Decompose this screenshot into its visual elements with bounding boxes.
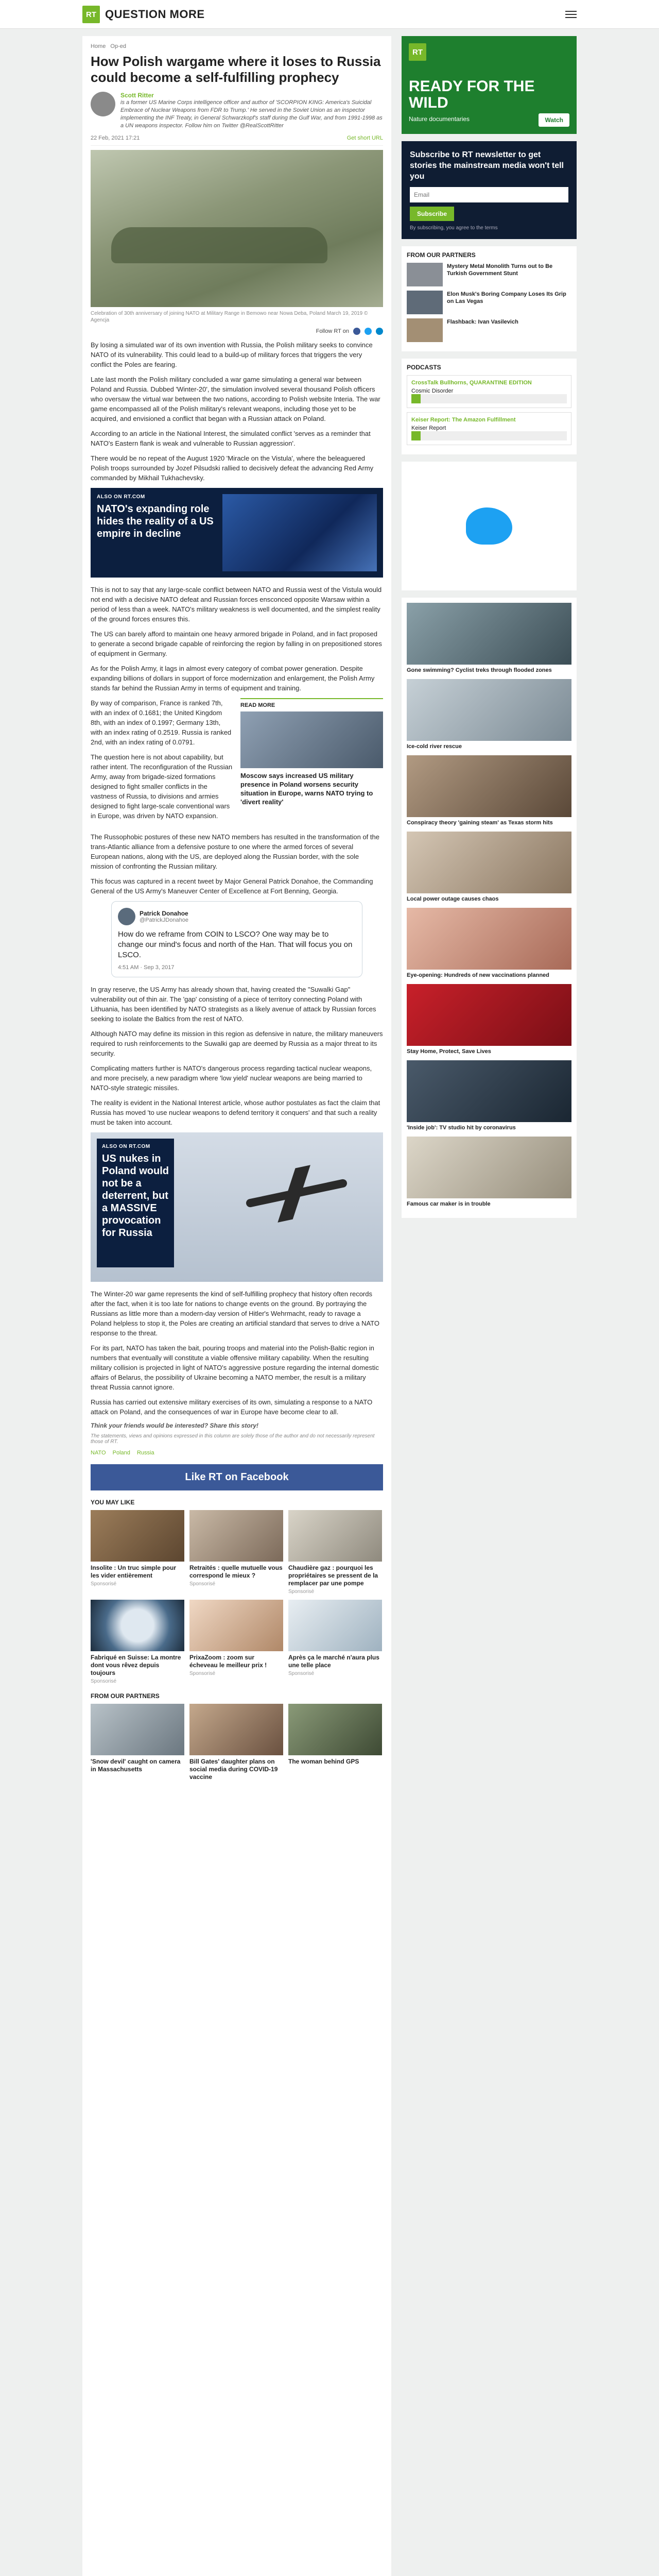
also-title[interactable]: NATO's expanding role hides the reality of a US empire in decline [97, 503, 214, 539]
partner-title[interactable]: Flashback: Ivan Vasilevich [447, 319, 518, 325]
card-title[interactable]: Bill Gates' daughter plans on social media during COVID-19 vaccine [189, 1758, 278, 1781]
breadcrumb-home[interactable]: Home [91, 43, 106, 49]
author-name[interactable]: Scott Ritter [120, 92, 154, 99]
partners-title: FROM OUR PARTNERS [407, 251, 476, 259]
promo-logo: RT [409, 43, 426, 61]
subscribe-button[interactable]: Subscribe [410, 207, 454, 221]
tag-list [91, 1450, 383, 1456]
promo-title: READY FOR THE WILD [409, 78, 535, 111]
short-url-link[interactable]: Get short URL [346, 135, 383, 141]
tweet-time[interactable]: 4:51 AM · Sep 3, 2017 [118, 964, 175, 971]
paragraph: The US can barely afford to maintain one heavy armored brigade in Poland, and in fact proposed to generate a second brigade capable of reinforcing the region by falling in on prepositioned stores of equipment in Germany. [91, 630, 382, 657]
card-title[interactable]: Après ça le marché n'aura plus une telle place [288, 1654, 379, 1669]
sidebar-feed [402, 598, 577, 1218]
paragraph: The question here is not about capability, but rather intent. The reconfiguration of the Russian Army, away from brigade-sized formations designed to fight smaller conflicts in the vastness of Russia, to divisions and armies designed to fight large-scale conventional wars in Europe, was driven by NATO expansion. [91, 753, 233, 820]
paragraph: For its part, NATO has taken the bait, pouring troops and material into the Polish-Baltic region in numbers that eventually will constitute a viable offensive military capability. When the resulting military collision is projected in light of NATO's aggressive posture regarding the internal domestic affairs of Belarus, the possibility of Ukraine becoming a NATO member, the result is a military threat Russia cannot ignore. [91, 1344, 379, 1391]
feed-title[interactable]: 'Inside job': TV studio hit by coronavirus [407, 1125, 516, 1131]
feed-title[interactable]: Conspiracy theory 'gaining steam' as Texas storm hits [407, 820, 553, 826]
partner-card[interactable] [288, 1704, 382, 1781]
paragraph: There would be no repeat of the August 1920 'Miracle on the Vistula', where the beleaguered Polish troops surrounded by Jozef Pilsudski rallied to decisively defeat the advancing Red Army commanded by Mikhail Tukhachevsky. [91, 454, 374, 482]
feed-title[interactable]: Stay Home, Protect, Save Lives [407, 1048, 491, 1055]
card-source: Sponsorisé [189, 1581, 216, 1587]
card-title[interactable]: The woman behind GPS [288, 1758, 359, 1765]
from-partners-title: FROM OUR PARTNERS [91, 1692, 160, 1700]
tag-link[interactable]: NATO [91, 1450, 106, 1456]
card-image[interactable] [91, 1510, 184, 1562]
podcast-player[interactable] [407, 412, 571, 445]
also-label: ALSO ON RT.COM [97, 494, 145, 500]
card-source: Sponsorisé [189, 1671, 216, 1676]
card-image[interactable] [189, 1510, 283, 1562]
article-title: How Polish wargame where it loses to Russia could become a self-fulfilling prophecy [91, 54, 381, 85]
paragraph: By way of comparison, France is ranked 7th, with an index of 0.1681; the United Kingdom 8th, with an index of 0.1997; Germany 13th, with an index rating of 0.2519. Russia is ranked 2nd, with an index rating of 0.0791. [91, 699, 232, 746]
you-may-like-title: YOU MAY LIKE [91, 1499, 135, 1506]
card-image[interactable] [288, 1600, 382, 1651]
sponsored-card[interactable] [189, 1510, 283, 1595]
card-image[interactable] [91, 1600, 184, 1651]
feed-image[interactable] [407, 1060, 571, 1122]
follow-label: Follow RT on [316, 328, 349, 334]
twitter-bird-icon [466, 507, 512, 545]
promo-subtitle: Nature documentaries [409, 115, 470, 123]
feed-title[interactable]: Local power outage causes chaos [407, 896, 499, 902]
paragraph: Late last month the Polish military concluded a war game simulating a general war between Poland and Russia. Dubbed 'Winter-20', the simulation involved several thousand Polish officers who oversaw the virtual war between the two nations, according to Polish website Interia. The war game encompassed all of the Polish military's relevant weapons, including those yet to be acquired, and envisioned a conflict that began with a Russian attack on Poland. [91, 376, 380, 422]
you-may-like-grid [91, 1510, 383, 1684]
partner-item[interactable] [407, 318, 571, 342]
paragraph: The reality is evident in the National Interest article, whose author postulates as fact the claim that Russia has moved 'to use nuclear weapons to defend territory it conquers' and that such a reality must be taken into account. [91, 1099, 380, 1126]
feed-image[interactable] [407, 679, 571, 741]
card-image[interactable] [189, 1704, 283, 1755]
card-title[interactable]: 'Snow devil' caught on camera in Massachusetts [91, 1758, 181, 1773]
paragraph: This is not to say that any large-scale conflict between NATO and Russia west of the Vistula would not end with a decisive NATO defeat and Russian forces ensconced opposite Warsaw within a period of less than a week. NATO's military weakness is well documented, and the simplest reality of the ground forces ensures this. [91, 586, 382, 623]
embedded-tweet[interactable] [111, 901, 362, 977]
article-date: 22 Feb, 2021 17:21 [91, 135, 140, 141]
partner-thumb[interactable] [407, 291, 443, 314]
hero-image [91, 150, 383, 307]
paragraph: In gray reserve, the US Army has already shown that, having created the "Suwalki Gap" vulnerability out of thin air. The 'gap' consisting of a piece of territory connecting Poland with Lithuania, has been identified by NATO strategists as a likely avenue of attack by Russian forces seeking to isolate the Baltics from the rest of NATO. [91, 986, 376, 1023]
promo-button[interactable]: Watch [539, 113, 569, 127]
paragraph: According to an article in the National Interest, the simulated conflict 'serves as a reminder that NATO's Eastern flank is weak and vulnerable to Russian aggression'. [91, 430, 371, 447]
also-title[interactable]: US nukes in Poland would not be a deterrent, but a MASSIVE provocation for Russia [102, 1153, 169, 1239]
twitter-icon[interactable] [365, 328, 372, 335]
paragraph: The Russophobic postures of these new NATO members has resulted in the transformation of the trans-Atlantic alliance from a defensive posture to one where the armed forces of several European nations, along with the US, are deployed along the Russian border, with the sole mission of confronting the Russian military. [91, 833, 379, 870]
follow-row [91, 328, 383, 335]
card-image[interactable] [288, 1510, 382, 1562]
rt-logo[interactable]: RT [82, 6, 100, 23]
tag-link[interactable]: Russia [136, 1450, 154, 1456]
podcast-title[interactable]: Keiser Report: The Amazon Fulfillment [411, 417, 516, 423]
also-on-rt-card[interactable] [91, 488, 383, 578]
also-image[interactable] [222, 494, 377, 571]
article-column [82, 36, 391, 2576]
breadcrumb-section[interactable]: Op-ed [110, 43, 126, 49]
feed-item[interactable] [407, 984, 571, 1055]
hero-caption: Celebration of 30th anniversary of joining NATO at Military Range in Bemowo near Nowa Deba, Poland March 19, 2019 © Agencja [91, 311, 368, 323]
play-bar[interactable] [411, 394, 567, 403]
card-title[interactable]: Fabriqué en Suisse: La montre dont vous rêvez depuis toujours [91, 1654, 181, 1676]
card-image[interactable] [288, 1704, 382, 1755]
read-more-card[interactable] [240, 698, 383, 826]
read-more-title[interactable]: Moscow says increased US military presence in Poland worsens security situation in Europe, warns NATO trying to 'divert reality' [240, 772, 373, 806]
feed-item[interactable] [407, 832, 571, 903]
newsletter-note: By subscribing, you agree to the terms [410, 225, 498, 231]
telegram-icon[interactable] [376, 328, 383, 335]
plane-image [246, 1178, 348, 1208]
paragraph: By losing a simulated war of its own invention with Russia, the Polish military seeks to convince NATO of its vulnerability. This could lead to a build-up of military forces that triggers the very conflict the Poles are fearing. [91, 341, 373, 368]
card-title[interactable]: Chaudière gaz : pourquoi les propriétaires se pressent de la remplacer par une pompe [288, 1564, 378, 1587]
also-on-rt-card-2[interactable] [91, 1132, 383, 1282]
read-more-label: READ MORE [240, 702, 275, 708]
podcast-show: Cosmic Disorder [411, 388, 454, 394]
paragraph: The Winter-20 war game represents the kind of self-fulfilling prophecy that history often records after the fact, when it is too late for nations to change events on the ground. By portraying the Russians as little more than a modern-day version of Hitler's Wehrmacht, ready to ravage a Poland helpless to stop it, the Poles are creating an artificial standard that serves to drive a NATO response to the threat. [91, 1290, 379, 1337]
feed-image[interactable] [407, 755, 571, 817]
card-title[interactable]: Retraités : quelle mutuelle vous correspond le mieux ? [189, 1564, 283, 1579]
promo-banner[interactable] [402, 36, 577, 134]
email-field[interactable] [410, 187, 568, 202]
partner-card[interactable] [91, 1704, 184, 1781]
sponsored-card[interactable] [288, 1600, 382, 1684]
partner-title[interactable]: Elon Musk's Boring Company Loses Its Grip on Las Vegas [447, 291, 566, 304]
site-header [0, 0, 659, 29]
feed-title[interactable]: Eye-opening: Hundreds of new vaccinations planned [407, 972, 549, 978]
card-source: Sponsorisé [91, 1679, 117, 1684]
card-source: Sponsorisé [91, 1581, 117, 1587]
partner-item[interactable] [407, 291, 571, 314]
partner-thumb[interactable] [407, 263, 443, 286]
author-bio: is a former US Marine Corps intelligence officer and author of 'SCORPION KING: America's Suicidal Embrace of Nuclear Weapons from FDR to Trump.' He served in the Soviet Union as an inspector implementing the INF Treaty, in General Schwarzkopf's staff during the Gulf War, and from 1991-1998 as a UN weapons inspector. Follow him on Twitter @RealScottRitter [120, 99, 383, 129]
play-bar[interactable] [411, 431, 567, 440]
paragraph: This focus was captured in a recent tweet by Major General Patrick Donahoe, the Commanding General of the US Army's Maneuver Center of Excellence at Fort Benning, Georgia. [91, 877, 373, 895]
brand-slogan: QUESTION MORE [105, 8, 205, 21]
breadcrumb [91, 43, 383, 49]
tweet-avatar [118, 908, 135, 925]
tag-link[interactable]: Poland [112, 1450, 130, 1456]
tweet-handle[interactable]: @PatrickJDonahoe [140, 917, 188, 923]
feed-image[interactable] [407, 908, 571, 970]
share-prompt: Think your friends would be interested? Share this story! [91, 1422, 259, 1429]
feed-item[interactable] [407, 1060, 571, 1131]
podcasts-block [402, 359, 577, 454]
paragraph: Although NATO may define its mission in this region as defensive in nature, the military maneuvers required to rush reinforcements to the Suwalki gap are deemed by Russia as a major threat to its security. [91, 1030, 383, 1057]
author-block [91, 92, 383, 130]
newsletter-title: Subscribe to RT newsletter to get stories the mainstream media won't tell you [410, 150, 564, 181]
feed-item[interactable] [407, 603, 571, 674]
sponsored-card[interactable] [288, 1510, 382, 1595]
feed-item[interactable] [407, 755, 571, 826]
feed-item[interactable] [407, 679, 571, 750]
podcasts-title: PODCASTS [407, 364, 441, 371]
article-meta [91, 135, 383, 146]
menu-icon[interactable] [565, 11, 577, 18]
podcast-player[interactable] [407, 375, 571, 408]
paragraph: Russia has carried out extensive military exercises of its own, simulating a response to a NATO attack on Poland, and the consequences of war in Europe have become clear to all. [91, 1398, 373, 1416]
card-source: Sponsorisé [288, 1671, 315, 1676]
feed-item[interactable] [407, 908, 571, 979]
feed-image[interactable] [407, 832, 571, 893]
facebook-icon[interactable] [353, 328, 360, 335]
partner-thumb[interactable] [407, 318, 443, 342]
feed-image[interactable] [407, 1137, 571, 1198]
also-label: ALSO ON RT.COM [102, 1144, 150, 1149]
podcast-title[interactable]: CrossTalk Bullhorns, QUARANTINE EDITION [411, 380, 532, 386]
feed-item[interactable] [407, 1137, 571, 1208]
podcast-show: Keiser Report [411, 425, 446, 431]
read-more-image[interactable] [240, 711, 383, 768]
sponsored-card[interactable] [189, 1600, 283, 1684]
disclaimer: The statements, views and opinions expressed in this column are solely those of the author and do not necessarily represent those of RT. [91, 1433, 375, 1445]
feed-title[interactable]: Famous car maker is in trouble [407, 1201, 491, 1207]
paragraph: Complicating matters further is NATO's dangerous process regarding tactical nuclear weapons, and more precisely, a new paradigm where 'low yield' nuclear weapons are being married to NATO-style strategic missiles. [91, 1064, 372, 1092]
partner-title[interactable]: Mystery Metal Monolith Turns out to Be Turkish Government Stunt [447, 263, 553, 277]
facebook-like-banner[interactable]: Like RT on Facebook [91, 1464, 383, 1490]
feed-image[interactable] [407, 984, 571, 1046]
paragraph: As for the Polish Army, it lags in almost every category of combat power generation. Despite expanding billions of dollars in support of force modernization and enlargement, the Polish Army stands far behind the Russian Army in terms of equipment and training. [91, 665, 375, 692]
sidebar [402, 36, 577, 2576]
newsletter-box [402, 141, 577, 239]
twitter-widget[interactable] [402, 462, 577, 590]
card-source: Sponsorisé [288, 1589, 315, 1595]
card-title[interactable]: PrixaZoom : zoom sur écheveau le meilleur prix ! [189, 1654, 267, 1669]
feed-title[interactable]: Ice-cold river rescue [407, 743, 462, 750]
feed-title[interactable]: Gone swimming? Cyclist treks through flooded zones [407, 667, 552, 673]
sponsored-card[interactable] [91, 1600, 184, 1684]
tweet-author[interactable]: Patrick Donahoe [140, 910, 188, 917]
from-partners-grid [91, 1704, 383, 1781]
author-avatar [91, 92, 115, 116]
partner-item[interactable] [407, 263, 571, 286]
partner-card[interactable] [189, 1704, 283, 1781]
tweet-text: How do we reframe from COIN to LSCO? One way may be to change our mind's focus and north of the Han. That will focus you on LSCO. [118, 930, 353, 959]
sponsored-card[interactable] [91, 1510, 184, 1595]
partners-block [402, 246, 577, 351]
card-title[interactable]: Insolite : Un truc simple pour les vider entièrement [91, 1564, 177, 1579]
card-image[interactable] [189, 1600, 283, 1651]
feed-image[interactable] [407, 603, 571, 665]
card-image[interactable] [91, 1704, 184, 1755]
